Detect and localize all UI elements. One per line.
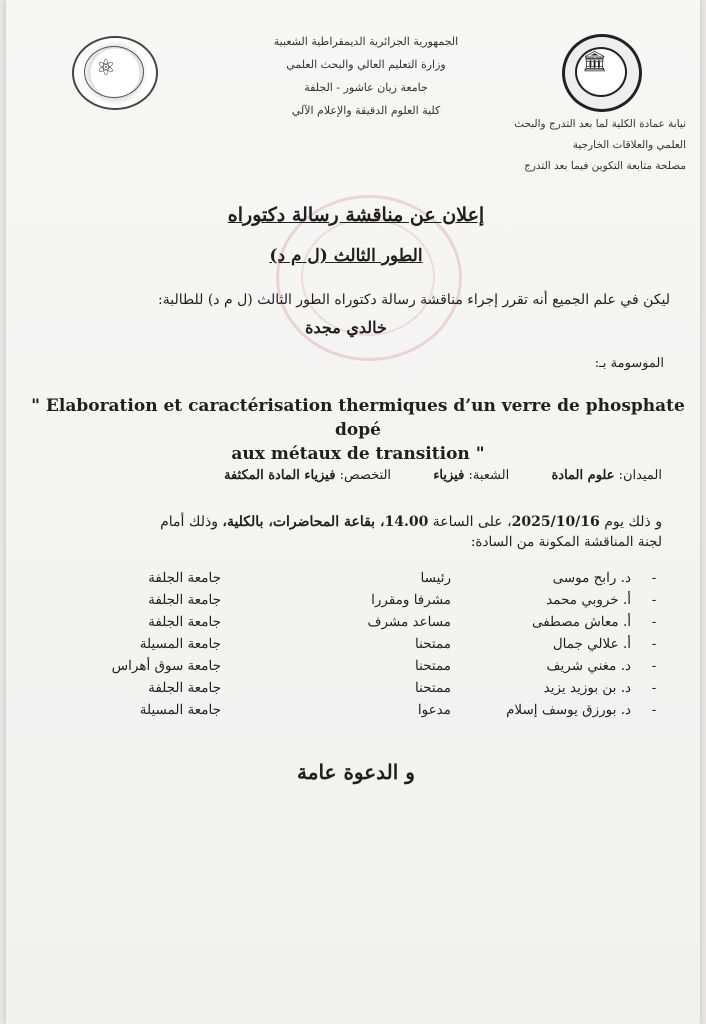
domain-value: علوم المادة: [551, 468, 615, 483]
office-line: نيابة عمادة الكلية لما بعد التدرج والبحث: [514, 118, 686, 130]
schedule-line: [32, 510, 662, 534]
list-item: [61, 592, 661, 614]
member-role: مشرفا ومقررا: [371, 592, 451, 608]
fields-row: [62, 468, 662, 483]
member-name: د. رابح موسى: [552, 570, 631, 586]
member-university: جامعة الجلفة: [148, 614, 221, 630]
member-name: د. بن بوزيد يزيد: [543, 680, 631, 696]
bullet: -: [651, 680, 657, 696]
branch-value: فيزياء: [433, 468, 465, 483]
defense-time: 14.00: [384, 514, 429, 530]
faculty-logo: [72, 36, 158, 110]
member-university: جامعة المسيلة: [139, 636, 221, 652]
specialty-label: التخصص:: [339, 468, 392, 483]
member-role: ممتحنا: [414, 680, 451, 696]
member-name: أ. خروبي محمد: [546, 592, 631, 608]
member-name: أ. علالي جمال: [552, 636, 631, 652]
thesis-title: [26, 394, 690, 466]
announcement-title: إعلان عن مناقشة رسالة دكتوراه: [227, 204, 485, 226]
list-item: [61, 680, 661, 702]
atom-icon: ⚛: [96, 56, 116, 81]
header-line: الجمهورية الجزائرية الديمقراطية الشعبية: [273, 35, 459, 48]
bullet: -: [651, 614, 657, 630]
branch-label: الشعبة:: [468, 468, 510, 483]
committee-intro: لجنة المناقشة المكونة من السادة:: [470, 534, 662, 550]
member-university: جامعة سوق أهراس: [111, 658, 221, 674]
list-item: [61, 702, 661, 724]
member-name: أ. معاش مصطفى: [531, 614, 631, 630]
domain-label: الميدان:: [618, 468, 662, 483]
header-line: جامعة زيان عاشور - الجلفة: [304, 81, 428, 94]
thesis-title-line: " Elaboration et caractérisation thermiques d’un verre de phosphate dopé: [31, 396, 685, 440]
document-page: [6, 0, 700, 1024]
closing-statement: و الدعوة عامة: [297, 760, 415, 784]
bullet: -: [651, 658, 657, 674]
member-role: مدعوا: [417, 702, 451, 718]
schedule-prefix: و ذلك يوم: [604, 514, 662, 530]
defense-date: 2025/10/16: [511, 514, 600, 530]
member-name: د. بورزق يوسف إسلام: [506, 702, 631, 718]
list-item: [61, 636, 661, 658]
member-role: ممتحنا: [414, 658, 451, 674]
member-name: د. مغني شريف: [546, 658, 631, 674]
student-name: خالدي مجدة: [305, 318, 387, 337]
header-office: [446, 114, 686, 177]
office-line: العلمي والعلاقات الخارجية: [572, 139, 686, 151]
defense-place: ، بقاعة المحاضرات، بالكلية،: [222, 514, 385, 530]
bullet: -: [651, 702, 657, 718]
specialty-value: فيزياء المادة المكثفة: [223, 468, 336, 483]
list-item: [61, 570, 661, 592]
time-text: ، على الساعة: [432, 514, 512, 530]
announcement-subtitle: الطور الثالث (ل م د): [269, 246, 423, 266]
bullet: -: [651, 592, 657, 608]
member-university: جامعة الجلفة: [148, 680, 221, 696]
member-university: جامعة المسيلة: [139, 702, 221, 718]
list-item: [61, 614, 661, 636]
building-icon: 🏛: [582, 49, 608, 73]
announcement-intro: ليكن في علم الجميع أنه تقرر إجراء مناقشة رسالة دكتوراه الطور الثالث (ل م د) للطالبة:: [158, 292, 670, 308]
list-item: [61, 658, 661, 680]
bullet: -: [651, 636, 657, 652]
thesis-title-line: aux métaux de transition ": [231, 444, 485, 464]
header-center: [236, 30, 496, 122]
member-role: مساعد مشرف: [367, 614, 451, 630]
entitled-label: الموسومة بـ:: [594, 356, 664, 371]
university-logo: [562, 34, 642, 112]
header-line: وزارة التعليم العالي والبحث العلمي: [286, 58, 446, 71]
member-university: جامعة الجلفة: [148, 592, 221, 608]
member-role: رئيسا: [420, 570, 451, 586]
bullet: -: [651, 570, 657, 586]
office-line: مصلحة متابعة التكوين فيما بعد التدرج: [524, 160, 686, 172]
header-line: كلية العلوم الدقيقة والإعلام الآلي: [291, 104, 441, 117]
schedule-suffix: وذلك أمام: [160, 514, 218, 530]
member-role: ممتحنا: [414, 636, 451, 652]
member-university: جامعة الجلفة: [148, 570, 221, 586]
